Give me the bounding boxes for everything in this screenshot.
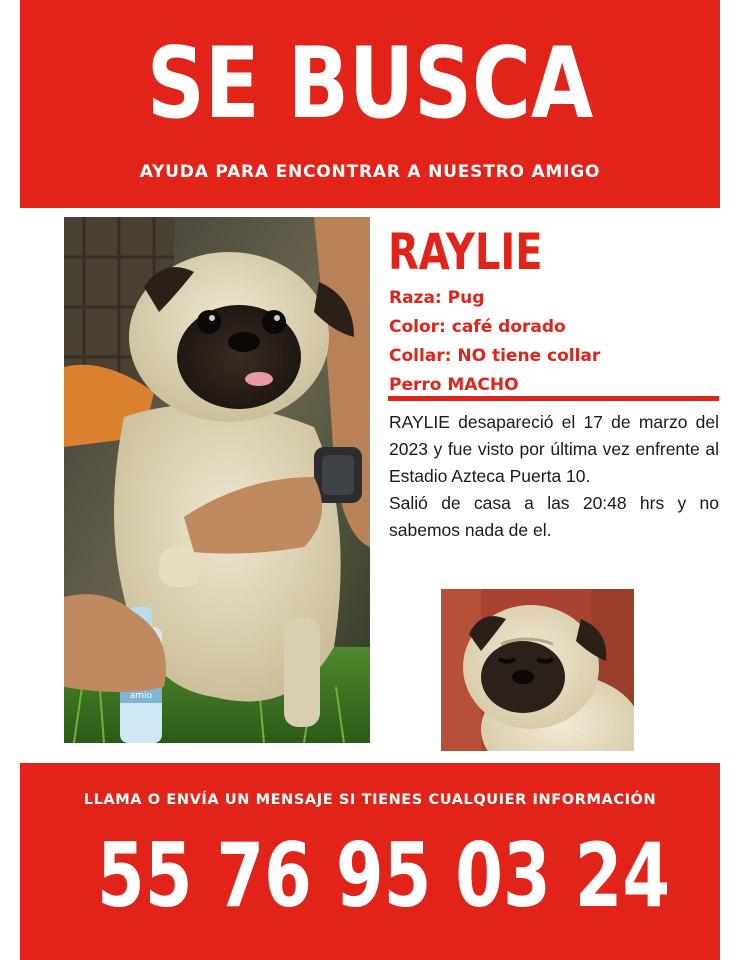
dog-details-list bbox=[389, 284, 600, 400]
detail-breed: Raza: Pug bbox=[389, 288, 485, 308]
story-paragraph: Salió de casa a las 20:48 hrs y no sabemos nada de el. bbox=[389, 493, 719, 540]
poster-subheadline: AYUDA PARA ENCONTRAR A NUESTRO AMIGO bbox=[139, 162, 601, 182]
main-dog-photo bbox=[64, 217, 370, 743]
bottom-banner bbox=[20, 763, 720, 960]
disappearance-story bbox=[389, 409, 719, 544]
contact-instructions: LLAMA O ENVÍA UN MENSAJE SI TIENES CUALQUIER INFORMACIÓN bbox=[83, 792, 657, 808]
phone-number: 55 76 95 03 24 bbox=[97, 824, 671, 927]
bottle-label-2: amio bbox=[129, 691, 153, 701]
poster-headline: SE BUSCA bbox=[146, 27, 594, 141]
story-paragraph: RAYLIE desapareció el 17 de marzo del 2023 y fue visto por última vez enfrente al Estadio Azteca Puerta 10. bbox=[389, 412, 719, 486]
detail-collar: Collar: NO tiene collar bbox=[389, 346, 601, 366]
divider bbox=[388, 396, 719, 401]
dog-name: RAYLIE bbox=[388, 223, 543, 281]
top-banner bbox=[20, 0, 720, 208]
detail-color: Color: café dorado bbox=[389, 317, 566, 337]
secondary-dog-photo bbox=[441, 589, 634, 751]
detail-sex: Perro MACHO bbox=[389, 375, 519, 395]
